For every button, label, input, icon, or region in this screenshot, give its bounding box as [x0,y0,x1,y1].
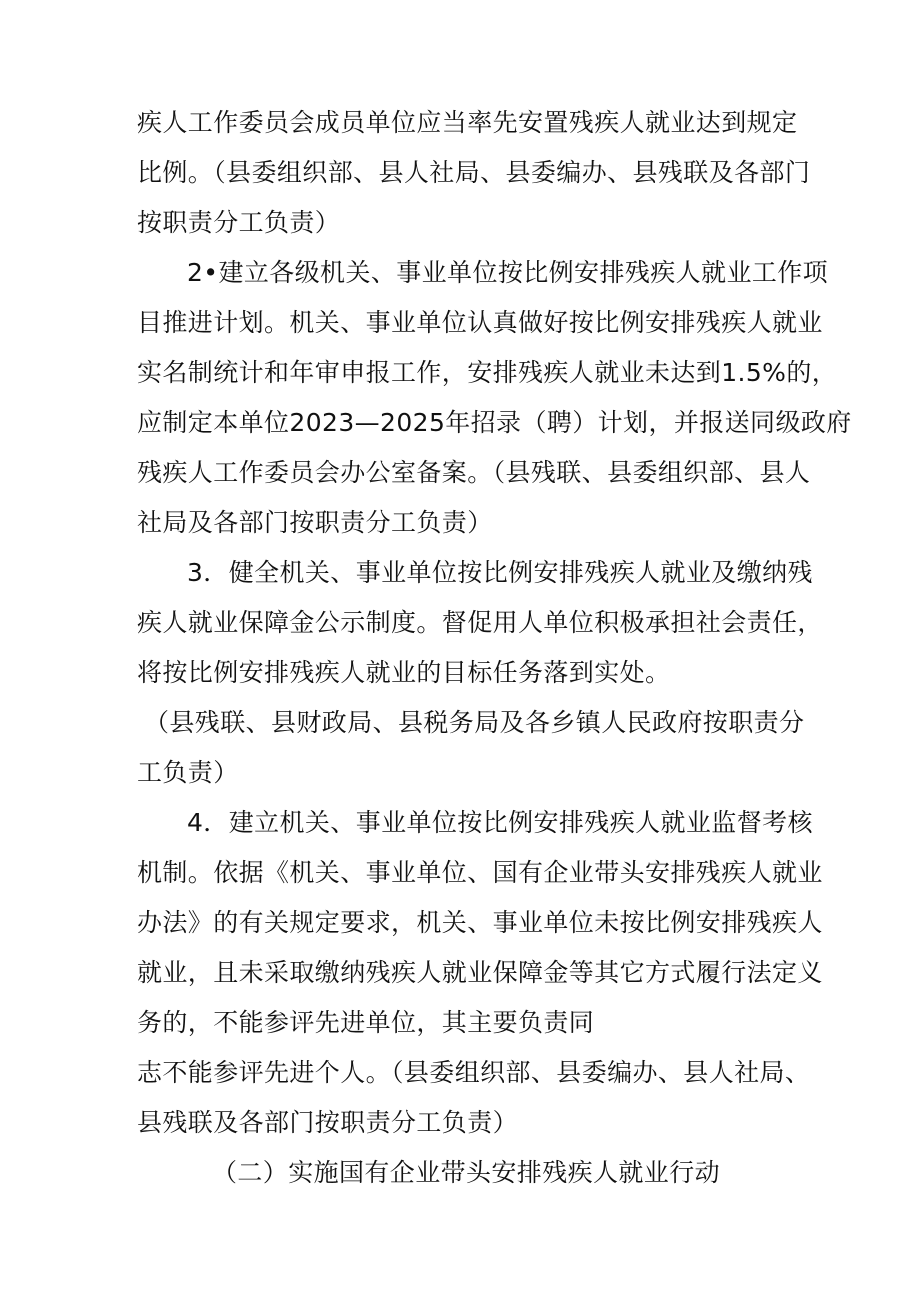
text-line: 2•建立各级机关、事业单位按比例安排残疾人就业工作项 [187,258,829,287]
section-heading: （二）实施国有企业带头安排残疾人就业行动 [212,1158,721,1187]
text-line: 志不能参评先进个人。（县委组织部、县委编办、县人社局、 [137,1058,811,1087]
text-line: 残疾人工作委员会办公室备案。（县残联、县委组织部、县人 [137,458,811,487]
text-line: （县残联、县财政局、县税务局及各乡镇人民政府按职责分 [144,708,805,737]
text-line: 按职责分工负责） [137,208,341,237]
text-line: 3．健全机关、事业单位按比例安排残疾人就业及缴纳残 [187,558,813,587]
text-line: 疾人工作委员会成员单位应当率先安置残疾人就业达到规定 [137,108,798,137]
text-line: 县残联及各部门按职责分工负责） [137,1108,519,1137]
text-line: 比例。（县委组织部、县人社局、县委编办、县残联及各部门 [137,158,811,187]
text-line: 4．建立机关、事业单位按比例安排残疾人就业监督考核 [187,808,813,837]
text-line: 应制定本单位2023—2025年招录（聘）计划，并报送同级政府 [137,408,852,437]
text-line: 社局及各部门按职责分工负责） [137,508,493,537]
text-line: 就业，且未采取缴纳残疾人就业保障金等其它方式履行法定义 [137,958,823,987]
text-line: 将按比例安排残疾人就业的目标任务落到实处。 [137,658,671,687]
text-line: 办法》的有关规定要求，机关、事业单位未按比例安排残疾人 [137,908,823,937]
text-line: 工负责） [137,758,239,787]
text-line: 务的，不能参评先进单位，其主要负责同 [137,1008,595,1037]
text-line: 目推进计划。机关、事业单位认真做好按比例安排残疾人就业 [137,308,823,337]
text-line: 机制。依据《机关、事业单位、国有企业带头安排残疾人就业 [137,858,823,887]
text-line: 实名制统计和年审申报工作，安排残疾人就业未达到1.5%的， [137,358,838,387]
text-line: 疾人就业保障金公示制度。督促用人单位积极承担社会责任， [137,608,823,637]
